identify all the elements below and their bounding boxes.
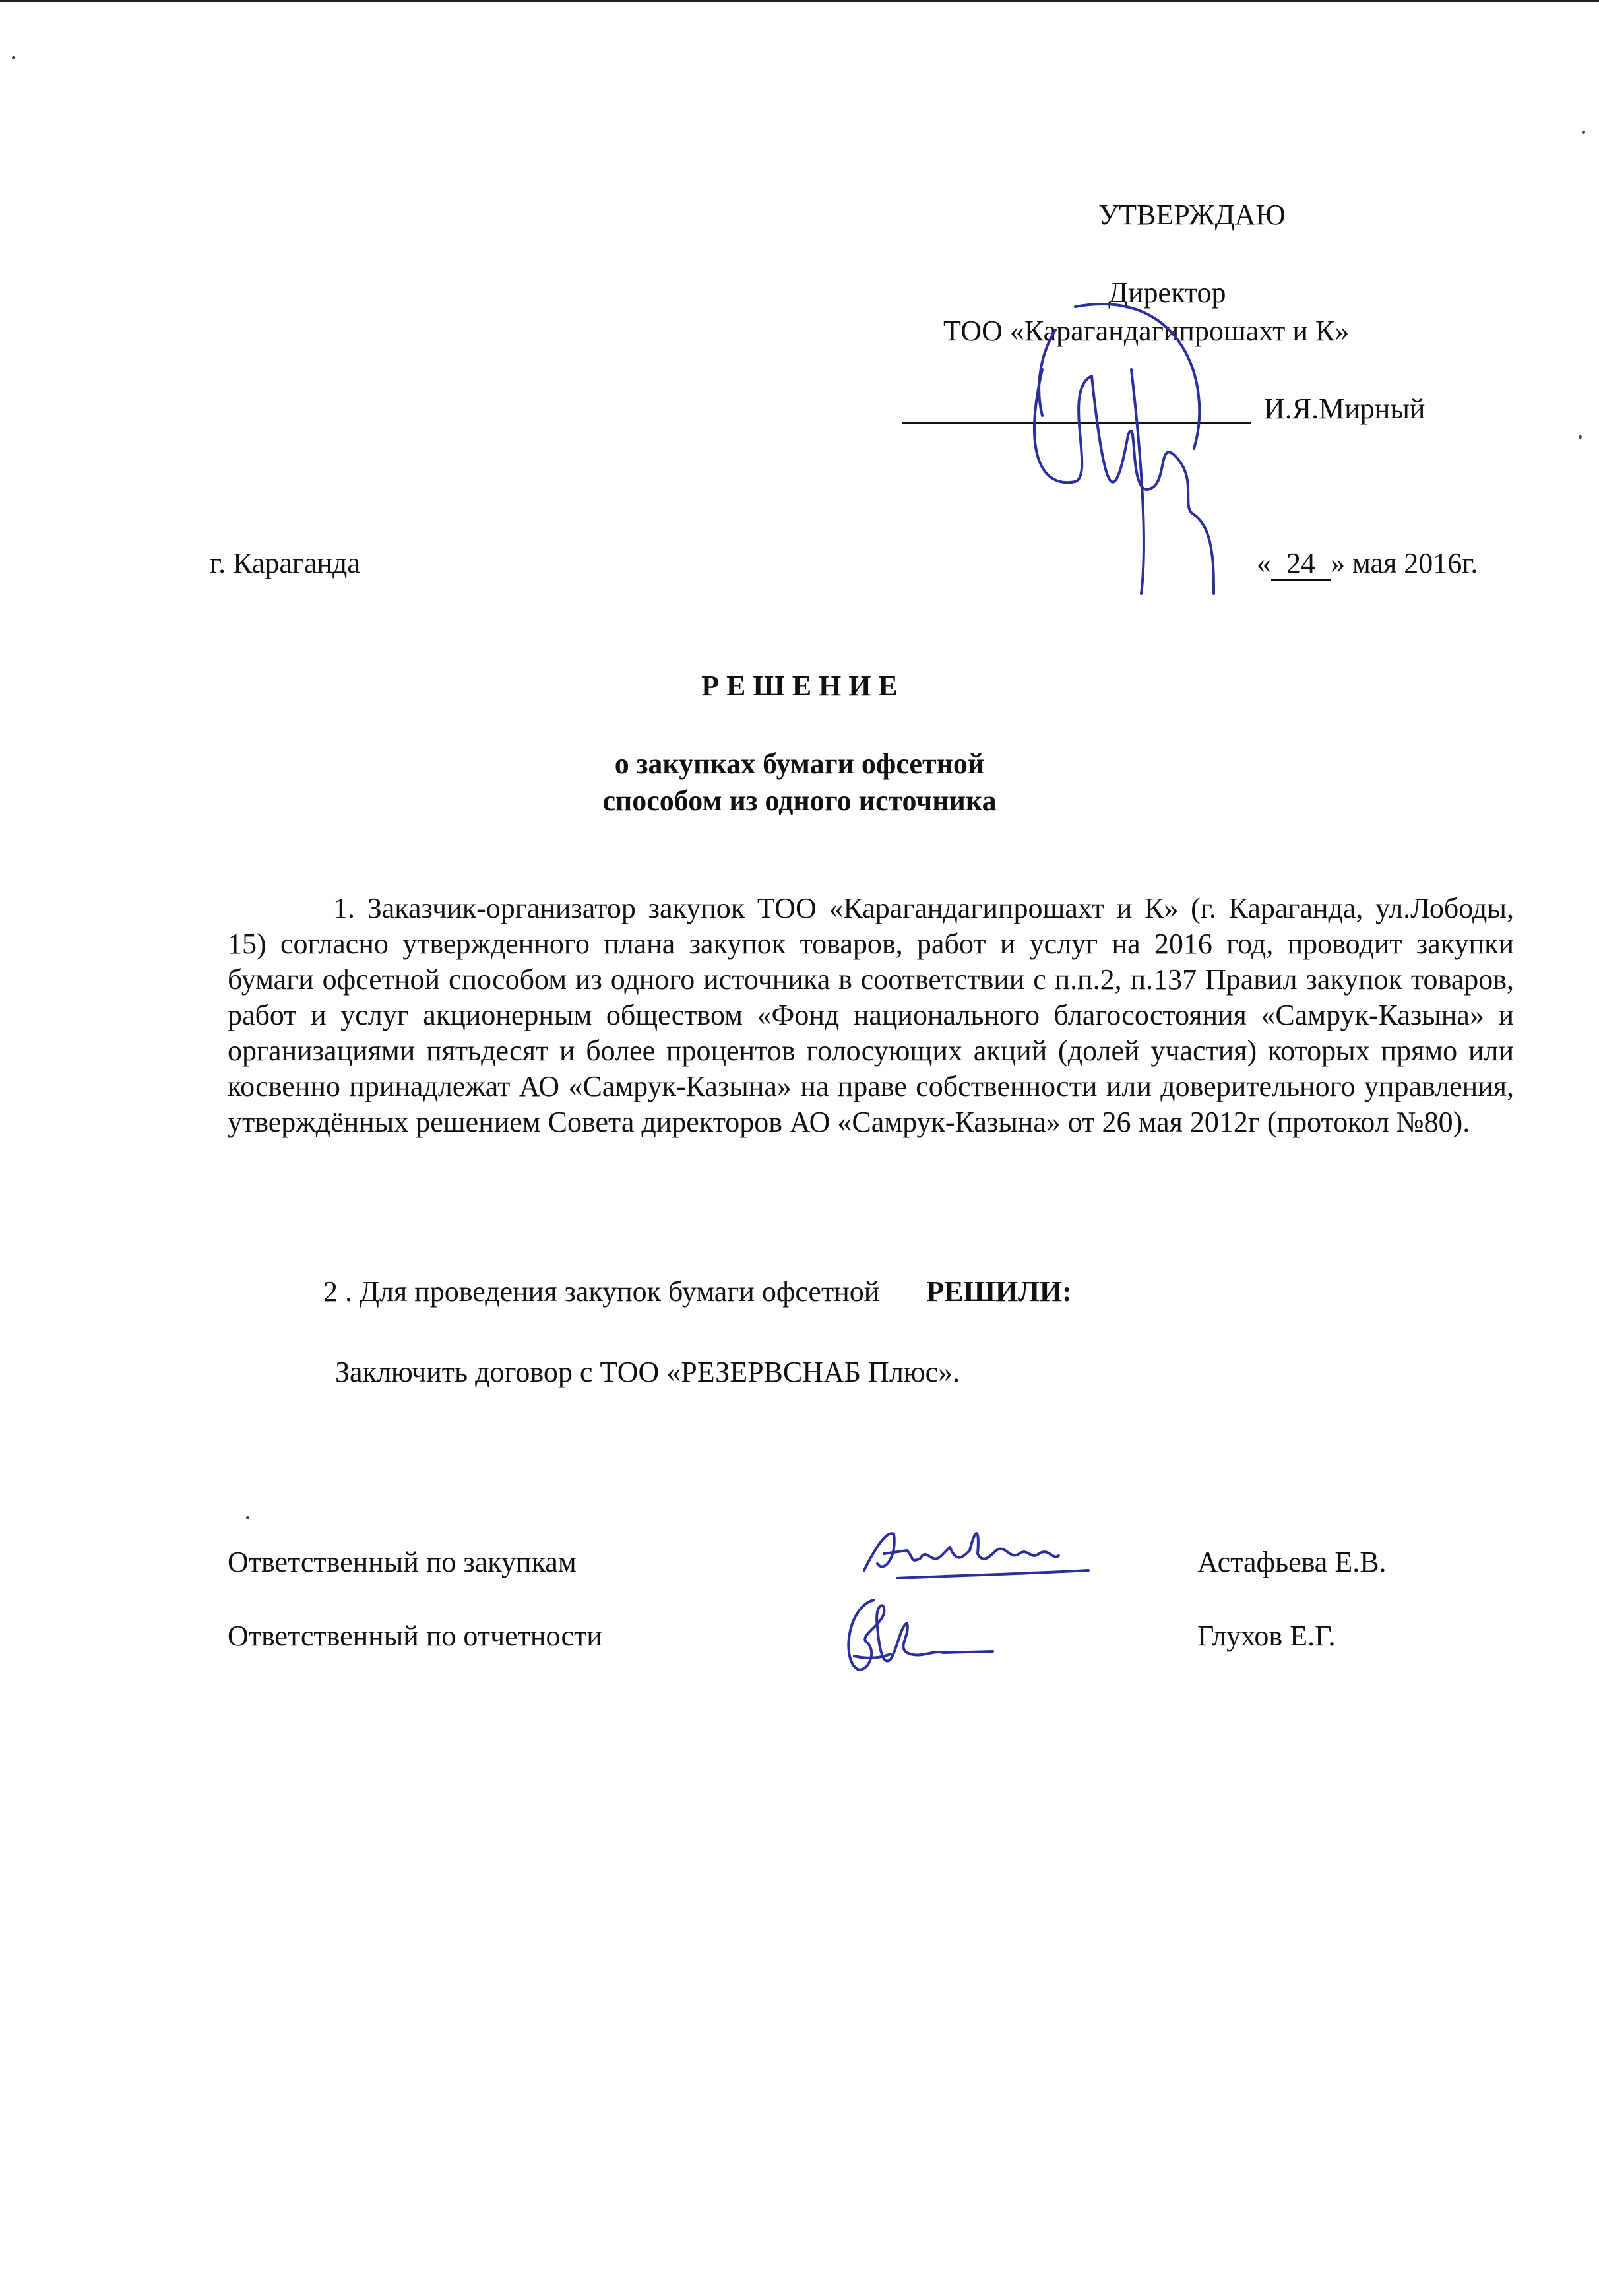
scan-speck [1582, 131, 1585, 134]
paragraph-1-text: 1. Заказчик-организатор закупок ТОО «Карагандагипрошахт и К» (г. Караганда, ул.Лободы, 15) согласно утвержденного плана закупок товаров, работ и услуг на 2016 год, проводит закупки бумаги офсетной способом из одного источника в соответствии с п.п.2, п.137 Правил закупок товаров, работ и услуг акционерным обществом «Фонд национального благосостояния «Самрук-Казына» и организациями пятьдесят и более процентов голосующих акций (долей участия) которых прямо или косвенно принадлежат АО «Самрук-Казына» на праве собственности или доверительного управления, утверждённых решением Совета директоров АО «Самрук-Казына» от 26 мая 2012г (протокол №80). [228, 892, 1514, 1138]
document-subtitle-line1: о закупках бумаги офсетной [614, 748, 985, 780]
scan-speck [246, 1516, 249, 1519]
document-title: Р Е Ш Е Н И Е [701, 670, 898, 702]
date [1257, 545, 1478, 582]
signature-role-procurement: Ответственный по закупкам [228, 1546, 577, 1578]
signature-name-reporting: Глухов Е.Г. [1197, 1620, 1336, 1652]
procurement-signature [858, 1517, 1095, 1590]
body-paragraph-2 [323, 1273, 1072, 1310]
scan-edge [0, 0, 1599, 2]
approval-heading: УТВЕРЖДАЮ [1098, 199, 1286, 231]
date-open: « [1257, 547, 1271, 579]
paragraph-2-text: 2 . Для проведения закупок бумаги офсетной [323, 1275, 880, 1308]
signature-role-reporting: Ответственный по отчетности [228, 1620, 602, 1652]
approval-signatory: И.Я.Мирный [1264, 393, 1426, 425]
director-signature [1016, 290, 1227, 600]
approval-position: Директор [1108, 276, 1226, 309]
date-rest: » мая 2016г. [1331, 547, 1478, 579]
scan-speck [1579, 435, 1582, 439]
date-day: 24 [1271, 548, 1331, 581]
scan-speck [12, 56, 15, 59]
signature-name-procurement: Астафьева Е.В. [1197, 1546, 1387, 1578]
city: г. Караганда [210, 547, 360, 579]
reporting-signature [828, 1587, 999, 1679]
body-paragraph-1 [228, 891, 1514, 1140]
decision-text: Заключить договор с ТОО «РЕЗЕРВСНАБ Плюс». [335, 1356, 960, 1388]
approval-organization: ТОО «Карагандагипрошахт и К» [943, 315, 1350, 347]
paragraph-2-resolved: РЕШИЛИ: [926, 1275, 1072, 1308]
document-subtitle-line2: способом из одного источника [602, 784, 997, 817]
